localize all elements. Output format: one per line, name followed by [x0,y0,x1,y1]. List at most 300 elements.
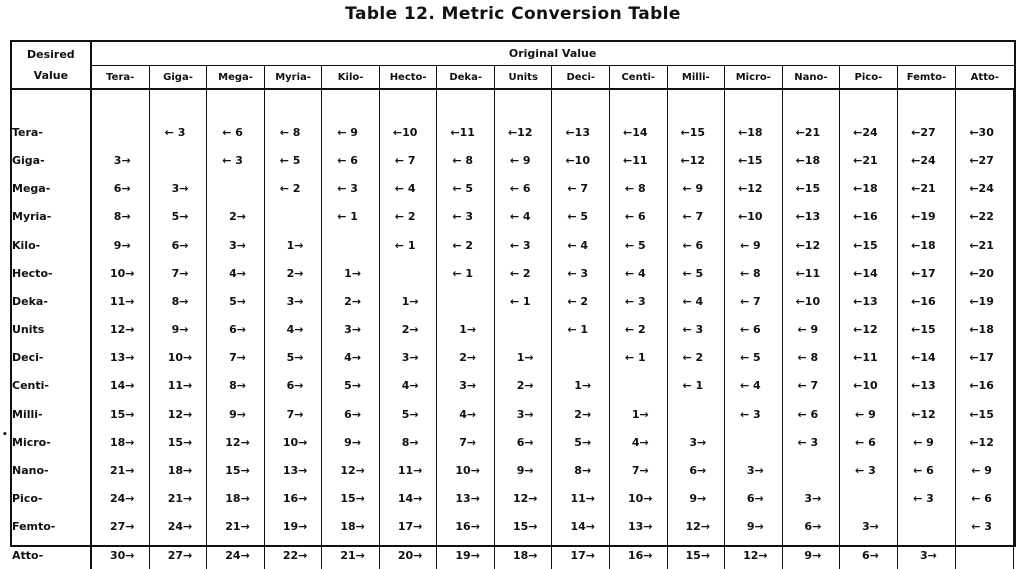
table-cell: ← 6 [782,400,840,428]
table-cell: 8→ [91,203,150,231]
table-cell [207,175,265,203]
table-cell [782,456,840,484]
column-header: Giga- [149,66,207,90]
table-cell: ← 1 [667,372,725,400]
table-cell: 14→ [91,372,150,400]
table-cell: ← 7 [379,146,437,174]
table-row [12,146,1014,174]
conversion-table-frame [10,40,1016,562]
table-cell: 6→ [91,175,150,203]
spacer-cell [956,89,1014,118]
column-header: Hecto- [379,66,437,90]
table-cell: 18→ [322,513,380,541]
spacer-cell [322,89,380,118]
table-cell: ←10 [782,287,840,315]
table-cell: 5→ [149,203,207,231]
table-cell: 21→ [149,485,207,513]
table-cell: ← 4 [667,287,725,315]
table-cell: ← 6 [322,146,380,174]
table-cell: ←15 [667,118,725,146]
table-cell: 19→ [437,541,495,569]
table-cell: ←12 [667,146,725,174]
table-row [12,175,1014,203]
table-cell [840,485,898,513]
spacer-cell [264,89,322,118]
table-cell: 12→ [322,456,380,484]
table-cell: ← 6 [667,231,725,259]
column-header: Nano- [782,66,840,90]
table-cell: 6→ [207,316,265,344]
table-cell: ←21 [840,146,898,174]
spacer-cell [149,89,207,118]
table-cell: ← 3 [725,400,783,428]
table-cell [552,344,610,372]
desired-value-header [12,42,91,89]
table-cell: 8→ [207,372,265,400]
row-label: Milli- [12,400,91,428]
table-cell: ← 6 [207,118,265,146]
table-cell: 27→ [91,513,150,541]
table-cell: 2→ [207,203,265,231]
table-cell: ← 4 [494,203,552,231]
spacer-cell [437,89,495,118]
column-header: Units [494,66,552,90]
table-cell: ←21 [956,231,1014,259]
table-cell: 19→ [264,513,322,541]
table-cell: 3→ [91,146,150,174]
table-cell: ← 5 [610,231,668,259]
table-cell: 6→ [264,372,322,400]
table-cell: ←16 [956,372,1014,400]
table-cell: ← 4 [552,231,610,259]
column-header: Centi- [610,66,668,90]
table-cell: ← 9 [782,316,840,344]
table-cell: ← 9 [840,400,898,428]
table-cell: 3→ [207,231,265,259]
table-cell: ← 2 [552,287,610,315]
table-cell: ← 3 [956,513,1014,541]
table-cell: ← 2 [437,231,495,259]
table-cell: ←12 [725,175,783,203]
table-cell: ← 2 [379,203,437,231]
table-cell: 17→ [379,513,437,541]
table-cell: ← 2 [494,259,552,287]
table-row [12,118,1014,146]
table-cell: 6→ [322,400,380,428]
table-cell: ← 5 [264,146,322,174]
table-cell: 12→ [149,400,207,428]
table-cell: 9→ [207,400,265,428]
table-cell: 21→ [207,513,265,541]
spacer-row [12,89,1014,118]
table-cell: 11→ [149,372,207,400]
table-cell: ← 2 [667,344,725,372]
table-cell: 9→ [149,316,207,344]
table-cell: 13→ [610,513,668,541]
table-cell: ← 3 [552,259,610,287]
table-cell: ←18 [725,118,783,146]
table-cell: ← 1 [322,203,380,231]
table-cell: 8→ [552,456,610,484]
row-label: Pico- [12,485,91,513]
row-label: Hecto- [12,259,91,287]
table-cell: ←30 [956,118,1014,146]
table-cell: 15→ [667,541,725,569]
spacer-cell [840,89,898,118]
table-cell: 7→ [149,259,207,287]
table-cell: ←12 [897,400,956,428]
table-cell: ← 4 [610,259,668,287]
table-cell: ← 9 [494,146,552,174]
table-cell: 5→ [322,372,380,400]
table-cell: ← 6 [725,316,783,344]
column-header: Deka- [437,66,495,90]
table-cell: ←13 [782,203,840,231]
table-cell: 18→ [91,428,150,456]
column-header: Pico- [840,66,898,90]
table-cell: 6→ [494,428,552,456]
table-cell: ←13 [897,372,956,400]
table-cell: 22→ [264,541,322,569]
table-cell: ←14 [610,118,668,146]
table-cell: 6→ [725,485,783,513]
table-cell: 9→ [91,231,150,259]
table-cell: ← 8 [437,146,495,174]
table-row [12,372,1014,400]
table-cell: ←18 [897,231,956,259]
table-cell: ←11 [437,118,495,146]
metric-conversion-table [12,42,1014,569]
table-cell: ← 9 [897,428,956,456]
table-cell: ←16 [840,203,898,231]
table-cell [897,513,956,541]
table-cell: ← 1 [552,316,610,344]
table-cell: 7→ [437,428,495,456]
table-cell: ←27 [897,118,956,146]
spacer-cell [667,89,725,118]
row-label: Tera- [12,118,91,146]
row-label: Femto- [12,513,91,541]
spacer-cell [494,89,552,118]
table-cell: ← 2 [264,175,322,203]
table-cell: ←15 [725,146,783,174]
original-value-header: Original Value [91,42,1014,66]
table-cell: ←12 [782,231,840,259]
table-cell: 3→ [437,372,495,400]
column-header: Milli- [667,66,725,90]
table-cell: ← 9 [956,456,1014,484]
table-cell: 5→ [264,344,322,372]
table-cell [264,203,322,231]
table-cell: 6→ [667,456,725,484]
table-cell: 3→ [725,456,783,484]
table-cell: 24→ [149,513,207,541]
table-cell: 4→ [207,259,265,287]
table-cell: ← 5 [725,344,783,372]
table-cell: ←18 [956,316,1014,344]
table-cell [667,400,725,428]
table-row [12,513,1014,541]
unit-header-row [12,66,1014,90]
table-row [12,344,1014,372]
table-cell: ←10 [552,146,610,174]
spacer-cell [379,89,437,118]
table-cell: ←21 [782,118,840,146]
table-cell: ← 5 [552,203,610,231]
table-cell: 10→ [437,456,495,484]
table-cell: 11→ [552,485,610,513]
table-cell: ← 6 [610,203,668,231]
table-cell: ←11 [782,259,840,287]
table-cell: ←16 [897,287,956,315]
table-cell: 5→ [379,400,437,428]
row-label: Deci- [12,344,91,372]
table-cell: 2→ [437,344,495,372]
table-cell: 7→ [207,344,265,372]
table-cell: ← 8 [264,118,322,146]
table-cell: ← 5 [437,175,495,203]
row-label: Deka- [12,287,91,315]
table-cell: ← 4 [379,175,437,203]
column-header: Kilo- [322,66,380,90]
table-cell: 3→ [264,287,322,315]
table-cell: 4→ [322,344,380,372]
table-cell: 3→ [322,316,380,344]
spacer-cell [552,89,610,118]
row-label: Units [12,316,91,344]
table-cell [149,146,207,174]
column-header: Tera- [91,66,150,90]
table-cell: ←10 [840,372,898,400]
table-cell: ←15 [782,175,840,203]
table-cell: ←19 [897,203,956,231]
table-cell: ←13 [552,118,610,146]
table-cell: 21→ [91,456,150,484]
table-cell: ← 1 [610,344,668,372]
table-cell: ← 3 [322,175,380,203]
table-cell: 15→ [91,400,150,428]
table-cell [379,259,437,287]
spacer-cell [207,89,265,118]
table-cell: 9→ [782,541,840,569]
table-cell: 15→ [322,485,380,513]
margin-dot: • [2,430,8,440]
table-cell: 18→ [149,456,207,484]
table-row [12,428,1014,456]
table-cell: 2→ [322,287,380,315]
table-cell: ←14 [840,259,898,287]
table-cell: 24→ [207,541,265,569]
table-cell: ← 1 [494,287,552,315]
desired-header-line2: Value [33,69,69,82]
table-cell: 1→ [379,287,437,315]
table-cell: 6→ [149,231,207,259]
table-cell: 5→ [207,287,265,315]
table-cell: ←12 [494,118,552,146]
table-cell: ← 3 [782,428,840,456]
table-cell: ← 3 [494,231,552,259]
table-cell: 1→ [322,259,380,287]
table-cell: ← 6 [897,456,956,484]
table-row [12,456,1014,484]
table-cell: ←13 [840,287,898,315]
table-cell: 12→ [494,485,552,513]
table-cell: ←27 [956,146,1014,174]
table-cell: 4→ [379,372,437,400]
table-cell: ←15 [840,231,898,259]
table-cell: 3→ [379,344,437,372]
table-cell: 3→ [840,513,898,541]
table-cell: ← 6 [840,428,898,456]
table-row [12,316,1014,344]
row-label: Atto- [12,541,91,569]
table-cell [956,541,1014,569]
table-cell [437,287,495,315]
table-cell: 10→ [91,259,150,287]
table-cell: 8→ [379,428,437,456]
table-cell: 3→ [494,400,552,428]
table-cell: 12→ [725,541,783,569]
column-header: Deci- [552,66,610,90]
table-cell: ← 3 [667,316,725,344]
table-cell: 2→ [552,400,610,428]
table-cell: ←18 [782,146,840,174]
row-label: Kilo- [12,231,91,259]
table-row [12,485,1014,513]
table-cell: ← 8 [782,344,840,372]
row-label: Myria- [12,203,91,231]
table-cell: 3→ [897,541,956,569]
table-cell: 1→ [552,372,610,400]
table-cell: ← 1 [437,259,495,287]
table-cell: ← 3 [149,118,207,146]
table-row [12,287,1014,315]
table-cell: ← 3 [437,203,495,231]
table-cell: 1→ [494,344,552,372]
table-cell: 2→ [264,259,322,287]
table-cell [610,372,668,400]
table-cell [322,231,380,259]
table-cell: ←17 [897,259,956,287]
table-cell: 12→ [207,428,265,456]
table-cell: 9→ [494,456,552,484]
table-cell: ← 7 [782,372,840,400]
table-cell: ←24 [897,146,956,174]
column-header: Atto- [956,66,1014,90]
row-label: Nano- [12,456,91,484]
table-cell: 5→ [552,428,610,456]
table-cell: 1→ [437,316,495,344]
table-cell: 16→ [437,513,495,541]
table-cell: 6→ [840,541,898,569]
table-cell: 1→ [610,400,668,428]
table-cell: 21→ [322,541,380,569]
table-cell: ← 3 [610,287,668,315]
page-title: Table 12. Metric Conversion Table [345,4,681,24]
table-cell: 14→ [379,485,437,513]
column-header: Femto- [897,66,956,90]
table-cell: ←12 [840,316,898,344]
row-label: Micro- [12,428,91,456]
table-cell: ←20 [956,259,1014,287]
table-cell: ← 4 [725,372,783,400]
table-cell: 30→ [91,541,150,569]
table-cell: ← 3 [207,146,265,174]
table-cell [494,316,552,344]
table-cell: 3→ [782,485,840,513]
table-cell: 10→ [149,344,207,372]
table-cell: ←24 [840,118,898,146]
table-cell: 9→ [667,485,725,513]
table-cell: ←15 [956,400,1014,428]
table-cell: 1→ [264,231,322,259]
table-cell: 15→ [494,513,552,541]
column-header: Mega- [207,66,265,90]
table-cell: ←10 [725,203,783,231]
table-cell: ←21 [897,175,956,203]
table-cell: 4→ [610,428,668,456]
table-cell: ← 3 [897,485,956,513]
table-cell: 17→ [552,541,610,569]
table-cell: ← 3 [840,456,898,484]
table-cell: 6→ [782,513,840,541]
column-header: Micro- [725,66,783,90]
table-cell: 16→ [264,485,322,513]
table-cell: ←22 [956,203,1014,231]
table-cell: 4→ [264,316,322,344]
table-cell: ← 8 [610,175,668,203]
table-cell: 12→ [667,513,725,541]
table-row [12,231,1014,259]
table-cell: ← 9 [667,175,725,203]
table-cell: ←19 [956,287,1014,315]
table-row [12,203,1014,231]
table-cell: 9→ [322,428,380,456]
table-cell: ←24 [956,175,1014,203]
desired-header-line1: Desired [27,48,75,61]
table-row [12,259,1014,287]
table-cell: ←11 [610,146,668,174]
spacer-cell [12,89,91,118]
table-cell: ← 1 [379,231,437,259]
table-cell: ← 5 [667,259,725,287]
table-cell: 4→ [437,400,495,428]
table-cell: 3→ [667,428,725,456]
row-label: Mega- [12,175,91,203]
table-cell: 13→ [91,344,150,372]
row-label: Centi- [12,372,91,400]
table-cell: 10→ [610,485,668,513]
table-cell: ←12 [956,428,1014,456]
table-cell: 24→ [91,485,150,513]
table-cell: 13→ [437,485,495,513]
spacer-cell [782,89,840,118]
table-cell: 2→ [494,372,552,400]
table-cell: ← 8 [725,259,783,287]
table-cell: 27→ [149,541,207,569]
table-cell: 9→ [725,513,783,541]
table-cell: 8→ [149,287,207,315]
table-cell: ← 6 [956,485,1014,513]
table-row [12,541,1014,569]
spacer-cell [610,89,668,118]
table-cell: 7→ [610,456,668,484]
table-cell: 10→ [264,428,322,456]
table-cell: 18→ [494,541,552,569]
table-cell: ← 7 [725,287,783,315]
table-cell: 18→ [207,485,265,513]
row-label: Giga- [12,146,91,174]
